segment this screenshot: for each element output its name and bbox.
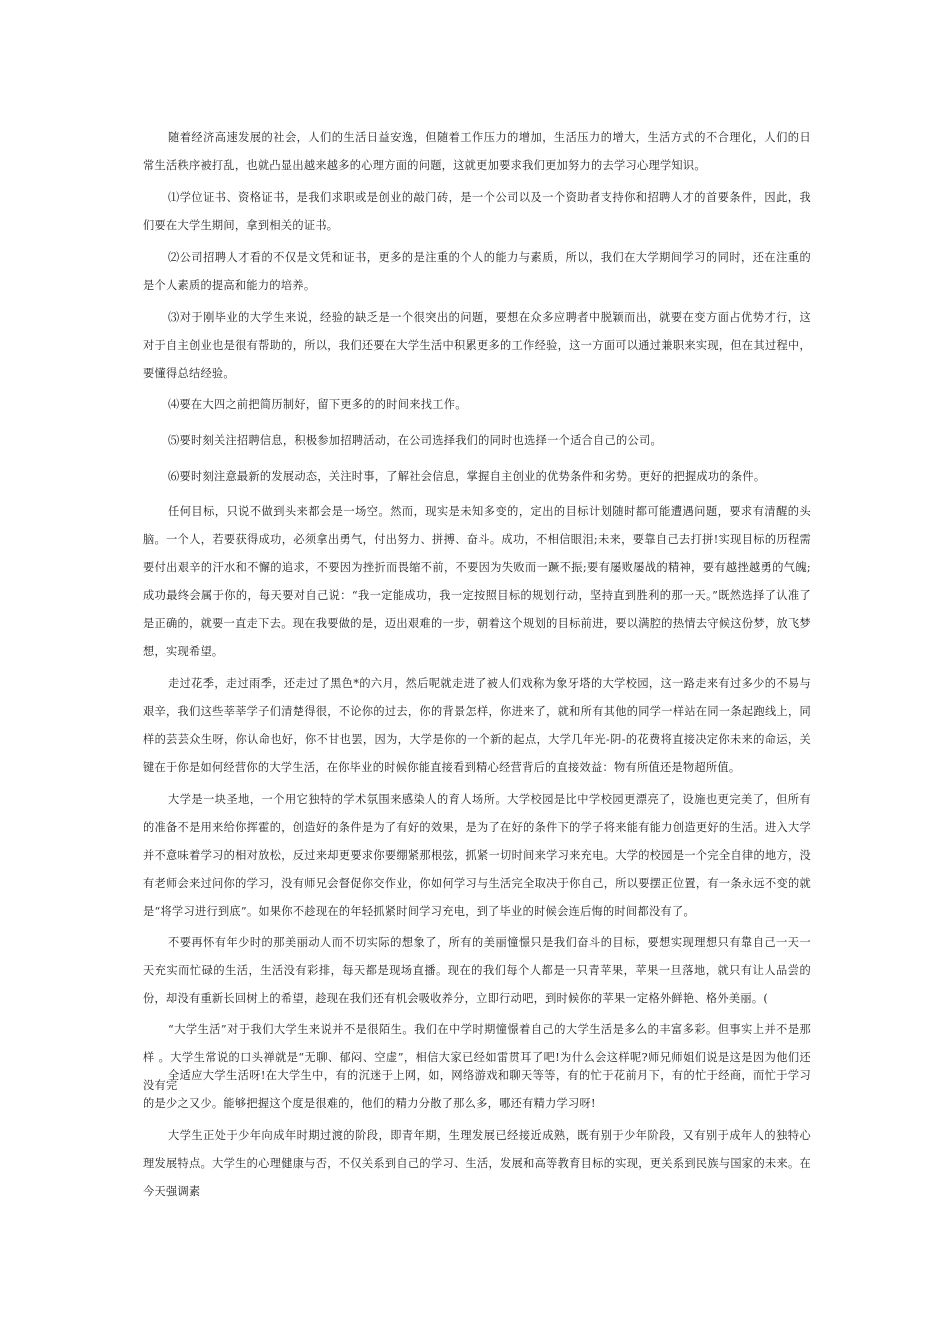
- list-item-3: ⑶对于刚毕业的大学生来说，经验的缺乏是一个很突出的问题，要想在众多应聘者中脱颖而出，就要在变方面占优势才行，这对于自主创业也是很有帮助的，所以，我们还要在大学生活中积累更多的工作经验，这一方面可以通过兼职来实现，但在其过程中，要懂得总结经验。: [143, 311, 811, 380]
- body-paragraph-2: 大学是一块圣地，一个用它独特的学术氛围来感染人的育人场所。大学校园是比中学校园更漂亮了，设施也更完美了，但所有的准备不是用来给你挥霍的，创造好的条件是为了有好的效果，是为了在好的条件下的学子将来能有能力创造更好的生活。进入大学并不意味着学习的相对放松，反过来却更要求你要绷紧那根弦，抓紧一切时间来学习来充电。大学的校园是一个完全自律的地方，没有老师会来过问你的学习，没有师兄会督促你交作业，你如何学习与生活完全取决于你自己，所以要摆正位置，有一条永远不变的就是“将学习进行到底”。如果你不趁现在的年轻抓紧时间学习充电，到了毕业的时候会连后悔的时间都没有了。: [143, 793, 811, 918]
- body-paragraph-1: 走过花季，走过雨季，还走过了黑色*的六月，然后呢就走进了被人们戏称为象牙塔的大学校园，这一路走来有过多少的不易与艰辛，我们这些莘莘学子们清楚得很，不论你的过去，你的背景怎样，你进来了，就和所有其他的同学一样站在同一条起跑线上，同样的芸芸众生呀，你认命也好，你不甘也罢，因为，大学是你的一个新的起点，大学几年光-阴-的花费将直接决定你未来的命运，关键在于你是如何经营你的大学生活，在你毕业的时候你能直接看到精心经营背后的直接效益：物有所值还是物超所值。: [143, 677, 811, 774]
- list-item-1: ⑴学位证书、资格证书，是我们求职或是创业的敲门砖，是一个公司以及一个资助者支持你和招聘人才的首要条件，因此，我们要在大学生期间，拿到相关的证书。: [143, 191, 811, 232]
- body-paragraph-5: 全适应大学生活呀!在大学生中，有的沉迷于上网，如，网络游戏和聊天等等，有的忙于花前月下，有的忙于经商，而忙于学习的是少之又少。能够把握这个度是很难的，他们的精力分散了那么多，哪还有精力学习呀!: [143, 1069, 811, 1110]
- closing-paragraph: 任何目标，只说不做到头来都会是一场空。然而，现实是未知多变的，定出的目标计划随时都可能遭遇问题，要求有清醒的头脑。一个人，若要获得成功，必须拿出勇气，付出努力、拼搏、奋斗。成功，不相信眼泪;未来，要靠自己去打拼!实现目标的历程需要付出艰辛的汗水和不懈的追求，不要因为挫折而畏缩不前，不要因为失败而一蹶不振;要有屡败屡战的精神，要有越挫越勇的气魄;成功最终会属于你的，每天要对自己说：“我一定能成功，我一定按照目标的规划行动，坚持直到胜利的那一天。”既然选择了认准了是正确的，就要一直走下去。现在我要做的是，迈出艰难的一步，朝着这个规划的目标前进，要以满腔的热情去守候这份梦，放飞梦想，实现希望。: [143, 505, 811, 658]
- list-item-6: ⑹要时刻注意最新的发展动态，关注时事，了解社会信息，掌握自主创业的优势条件和劣势。更好的把握成功的条件。: [168, 470, 766, 483]
- body-paragraph-6: 大学生正处于少年向成年时期过渡的阶段，即青年期，生理发展已经接近成熟，既有别于少年阶段，又有别于成年人的独特心理发展特点。大学生的心理健康与否，不仅关系到自己的学习、生活，发展和高等教育目标的实现，更关系到民族与国家的未来。在今天强调素: [143, 1129, 811, 1198]
- list-item-2: ⑵公司招聘人才看的不仅是文凭和证书，更多的是注重的个人的能力与素质，所以，我们在大学期间学习的同时，还在注重的是个人素质的提高和能力的培养。: [143, 251, 811, 292]
- body-paragraph-3: 不要再怀有年少时的那美丽动人而不切实际的想象了，所有的美丽憧憬只是我们奋斗的目标，要想实现理想只有靠自己一天一天充实而忙碌的生活，生活没有彩排，每天都是现场直播。现在的我们每个人都是一只青苹果，苹果一旦落地，就只有让人品尝的份，却没有重新长回树上的希望，趁现在我们还有机会吸收养分，立即行动吧，到时候你的苹果一定格外鲜艳、格外美丽。(: [143, 936, 811, 1005]
- intro-paragraph: 随着经济高速发展的社会，人们的生活日益安逸，但随着工作压力的增加，生活压力的增大，生活方式的不合理化，人们的日常生活秩序被打乱，也就凸显出越来越多的心理方面的问题，这就更加要求我们更加努力的去学习心理学知识。: [143, 131, 811, 172]
- body-paragraph-4: “大学生活”对于我们大学生来说并不是很陌生。我们在中学时期憧憬着自己的大学生活是多么的丰富多彩。但事实上并不是那样 。大学生常说的口头禅就是“无聊、郁闷、空虚”，相信大家已经如雷贯耳了吧!为什么会这样呢?师兄师姐们说是这是因为他们还没有完: [143, 1023, 811, 1092]
- list-item-5: ⑸要时刻关注招聘信息，积极参加招聘活动，在公司选择我们的同时也选择一个适合自己的公司。: [168, 434, 662, 447]
- list-item-4: ⑷要在大四之前把简历制好，留下更多的的时间来找工作。: [168, 398, 467, 411]
